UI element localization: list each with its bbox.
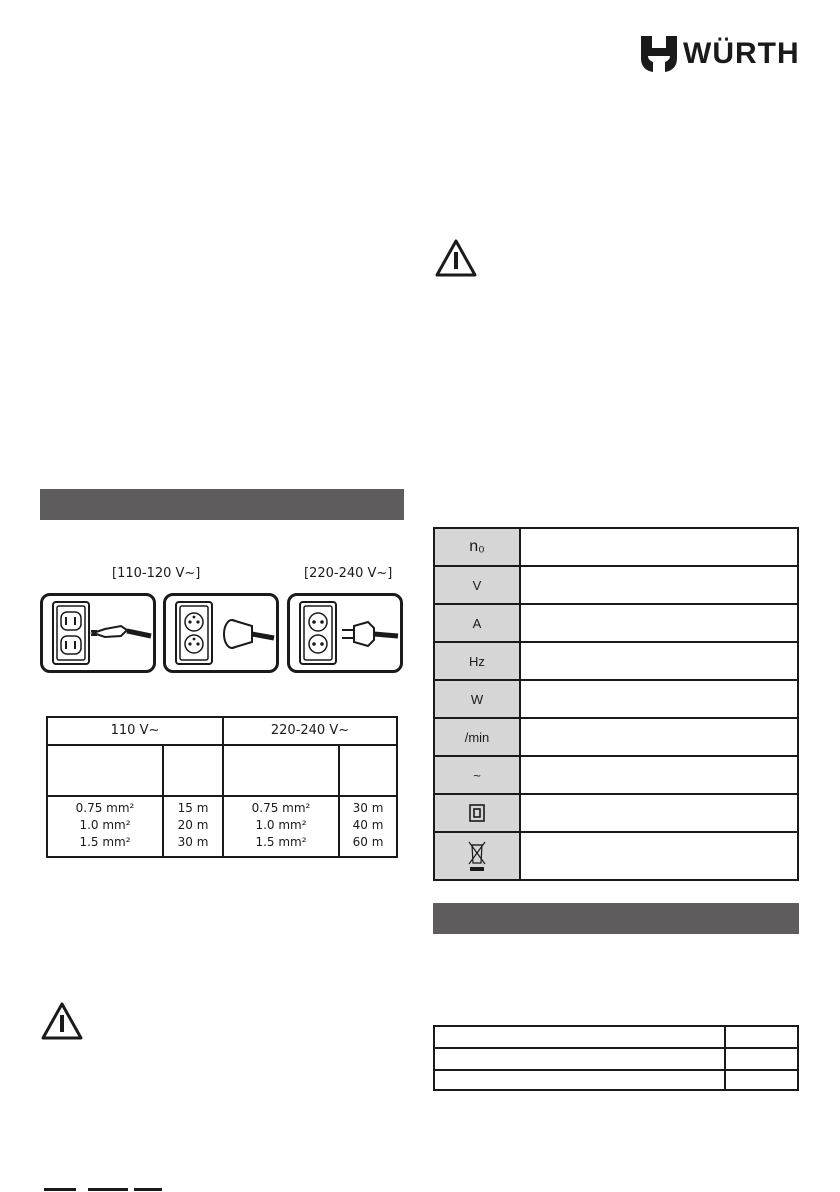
symbol-alternating-current: ~ <box>435 757 521 793</box>
symbol-ampere: A <box>435 605 521 641</box>
table-row <box>435 681 797 719</box>
voltage-label-110: [110-120 V~] <box>112 566 201 581</box>
small-table <box>433 1025 799 1091</box>
table-cell: 1.5 mm² <box>79 835 131 849</box>
section-header-bar <box>433 903 799 934</box>
wurth-emblem-icon <box>639 34 679 74</box>
table-row <box>435 643 797 681</box>
table-cell: 60 m <box>352 835 384 849</box>
column-header-220-240v: 220-240 V~ <box>270 723 350 738</box>
plug-illustration-round <box>163 593 279 673</box>
symbols-table <box>433 527 799 881</box>
table-cell: 1.0 mm² <box>79 818 131 832</box>
table-cell: 30 m <box>177 835 209 849</box>
length-110v <box>164 800 222 851</box>
table-cell: 15 m <box>177 801 209 815</box>
table-cell: 0.75 mm² <box>75 801 135 815</box>
table-row <box>435 567 797 605</box>
table-row <box>435 605 797 643</box>
table-cell: 1.0 mm² <box>255 818 307 832</box>
crossed-bin-icon <box>435 833 521 879</box>
symbol-per-minute: /min <box>435 719 521 755</box>
table-row <box>435 719 797 757</box>
cross-section-220v <box>224 800 338 851</box>
cable-length-table <box>46 716 398 858</box>
class-ii-icon <box>435 795 521 831</box>
table-cell: 20 m <box>177 818 209 832</box>
brand-name: WÜRTH <box>683 37 800 70</box>
table-cell: 40 m <box>352 818 384 832</box>
table-row <box>435 833 797 879</box>
table-row <box>435 529 797 567</box>
symbol-hertz: Hz <box>435 643 521 679</box>
column-header-110v: 110 V~ <box>110 723 160 738</box>
table-cell: 1.5 mm² <box>255 835 307 849</box>
warning-icon <box>40 1001 84 1041</box>
table-row <box>435 757 797 795</box>
wurth-logo <box>639 34 801 74</box>
plug-illustration-euro <box>287 593 403 673</box>
length-220v <box>340 800 396 851</box>
symbol-watt: W <box>435 681 521 717</box>
cross-section-110v <box>48 800 162 851</box>
footer-mark <box>44 1188 76 1191</box>
plug-illustration-us <box>40 593 156 673</box>
symbol-no-load-speed: n₀ <box>435 529 521 565</box>
table-row <box>435 795 797 833</box>
footer-mark <box>134 1188 162 1191</box>
table-cell: 0.75 mm² <box>251 801 311 815</box>
section-header-bar <box>40 489 404 520</box>
table-cell: 30 m <box>352 801 384 815</box>
voltage-label-220: [220-240 V~] <box>304 566 393 581</box>
footer-mark <box>88 1188 128 1191</box>
symbol-volt: V <box>435 567 521 603</box>
warning-icon <box>434 238 478 278</box>
